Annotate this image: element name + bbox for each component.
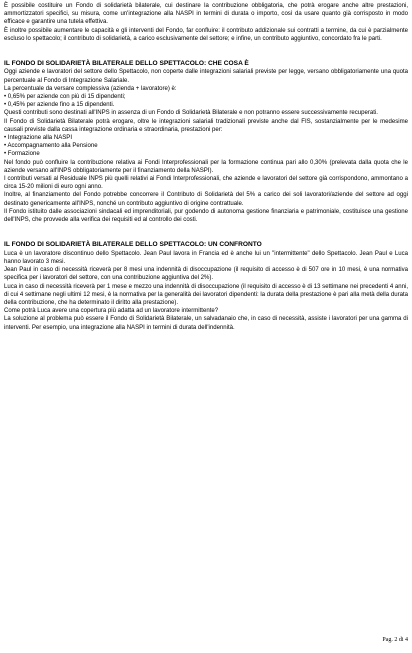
section-2-line: Come potrà Luca avere una copertura più adatta ad un lavoratore intermittente? [4,308,219,315]
bullet-item: • Accompagnamento alla Pensione [4,143,98,150]
section-1-line: Inoltre, al finanziamento del Fondo potrebbe concorrere il Contributo di Solidarietà del 5% a carico dei soli lavoratori/aziende del settore ad oggi destinato genericamente all'INPS, nonché un contributo aggiuntivo di origine contrattuale. [4,192,408,207]
section-1-line: Il Fondo di Solidarietà Bilaterale potrà erogare, oltre le integrazioni salariali tradizionali previste anche dal FIS, sostanzialmente per le medesime causali previste dalla cassa integrazione ordinaria e straordinaria, prestazioni per: [4,118,408,133]
section-1-line: Nel fondo può confluire la contribuzione relativa ai Fondi Interprofessionali per la formazione continua pari allo 0,30% (prelevata dalla quota che le aziende versano all'INPS obbligatoriamente per il finanziamento della NASPI). [4,159,408,174]
bullet-item: • 0,45% per aziende fino a 15 dipendenti. [4,102,115,109]
intro-paragraph-2: È inoltre possibile aumentare le capacità e gli interventi del Fondo, far confluire: il contributo addizionale sui contratti a termine, da cui è parzialmente escluso lo spettacolo; il contributo di solidarietà, a carico esclusivamente del settore; e infine, un contributo aggiuntivo, concordato fra le parti. [4,27,408,42]
section-2-line: Jean Paul in caso di necessità riceverà per 8 mesi una indennità di disoccupazione (il requisito di accesso è di 507 ore in 10 mesi, è una normativa specifica per i lavoratori del settore, con una contribuzione aggiuntiva del 2%). [4,267,408,282]
bullet-item: • 0,65% per aziende con più di 15 dipendenti; [4,94,126,101]
section-1-line: Oggi aziende e lavoratori del settore dello Spettacolo, non coperte dalle integrazioni salariali previste per legge, versano obbligatoriamente una quota percentuale al Fondo di Integrazione Salariale. [4,69,408,84]
bullet-item: • Integrazione alla NASPI [4,135,72,142]
section-2-heading: IL FONDO DI SOLIDARIETÀ BILATERALE DELLO SPETTACOLO: UN CONFRONTO [4,241,262,249]
section-1-line: I contributi versati al Residuale INPS più quelli relativi ai Fondi Interprofessionali, che aziende e lavoratori del settore già corrispondono, ammontano a circa 15-20 milioni di euro ogni anno. [4,176,408,191]
section-2-line: La soluzione al problema può essere il Fondo di Solidarietà Bilaterale, un salvadanaio che, in caso di necessità, assiste i lavoratori per una gamma di interventi. Per esempio, una integrazione alla NASPI in termini di durata dell'indennità. [4,316,408,331]
section-1-line: Questi contributi sono destinati all'INPS in assenza di un Fondo di Solidarietà Bilaterale e non potranno essere successivamente recuperati. [4,110,378,117]
section-1-line: Il Fondo istituito dalle associazioni sindacali ed imprenditoriali, pur godendo di autonoma gestione finanziaria e patrimoniale, costituisce una gestione dell'INPS, che provvede alla verifica dei requisiti ed al controllo dei costi. [4,208,408,224]
document-page [4,2,408,332]
section-2-line: Luca in caso di necessità riceverà per 1 mese e mezzo una indennità di disoccupazione (il requisito di accesso è di 13 settimane nei precedenti 4 anni, di cui 4 settimane negli ultimi 12 mesi, è la normativa per la generalità dei lavoratori dipendenti: la durata della prestazione è pari alla metà della durata della contribuzione, che ha determinato il diritto alla prestazione). [4,283,408,306]
bullet-item: • Formazione [4,151,40,158]
page-number: Pag. 2 di 4 [382,637,408,643]
section-1-heading: IL FONDO DI SOLIDARIETÀ BILATERALE DELLO SPETTACOLO: CHE COSA È [4,60,249,68]
section-2-line: Luca è un lavoratore discontinuo dello Spettacolo. Jean Paul lavora in Francia ed è anche lui un "intermittente" dello Spettacolo. Jean Paul e Luca hanno lavorato 3 mesi. [4,250,408,265]
intro-paragraph-1: È possibile costituire un Fondo di solidarietà bilaterale, cui destinare la contribuzione obbligatoria, che potrà erogare anche altre prestazioni, ammortizzatori specifici, su misura, come un'integrazione alla NASPI in termini di durata o importo, così da usare quanto già corrisposto in modo efficace e garantire una tutela effettiva. [4,3,408,26]
section-1-line: La percentuale da versare complessiva (azienda + lavoratore) è: [4,85,177,92]
